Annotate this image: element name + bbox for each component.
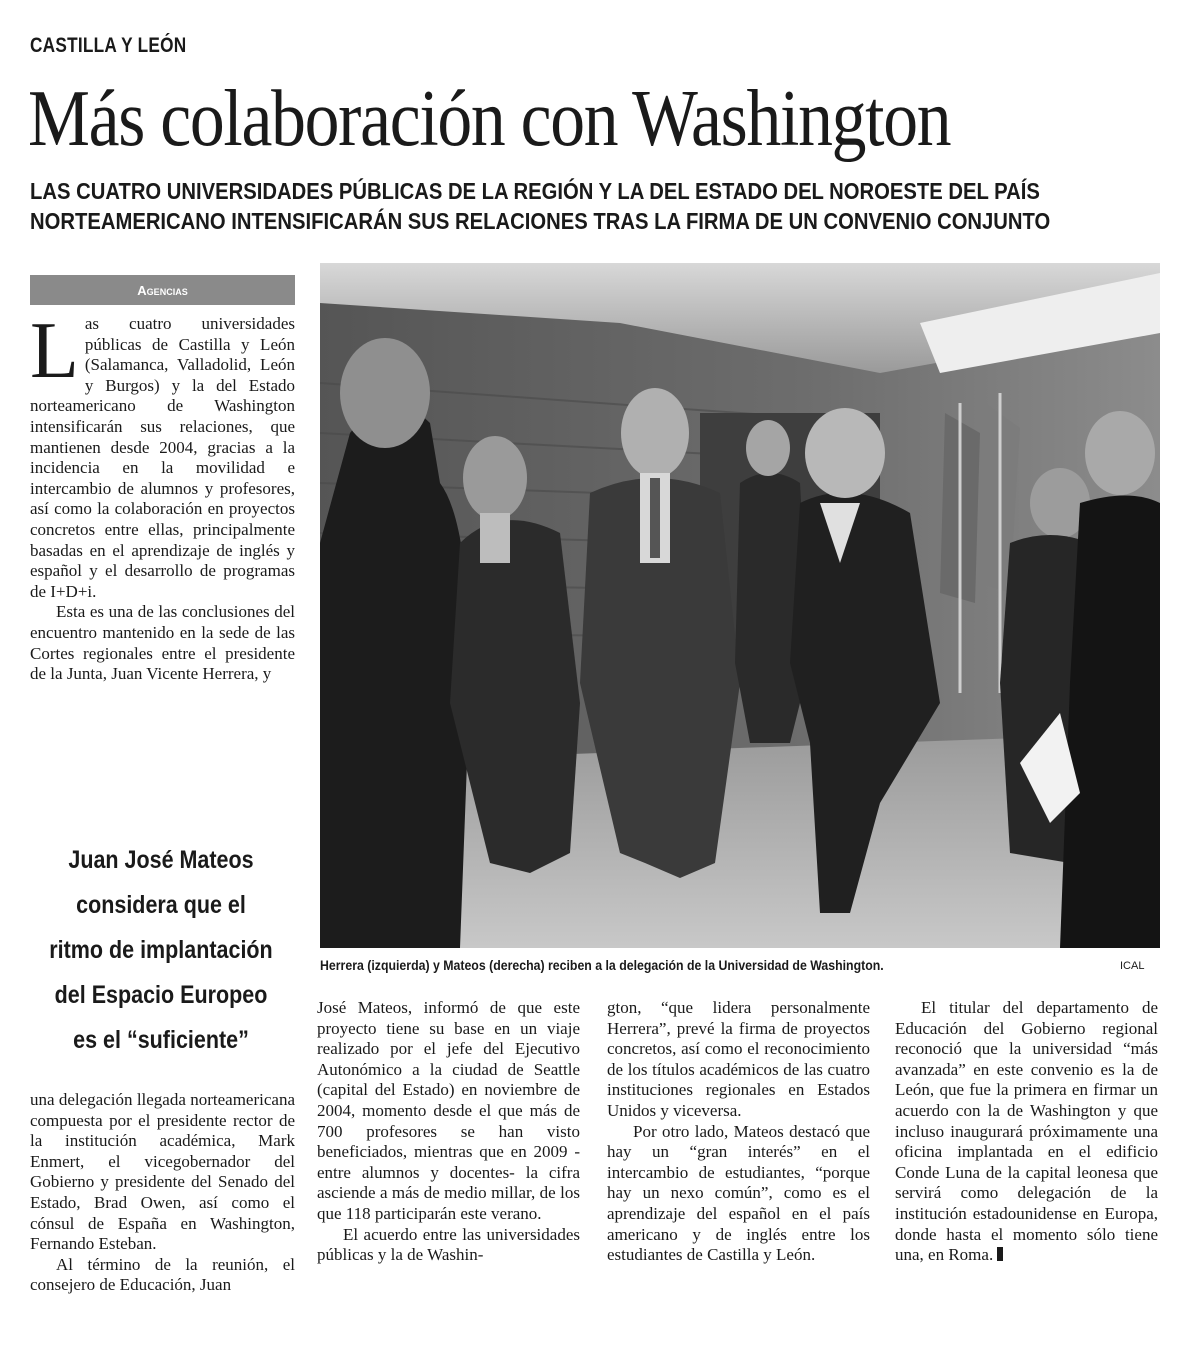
- section-label: CASTILLA Y LEÓN: [30, 34, 187, 57]
- photo-illustration: [320, 263, 1160, 948]
- article-paragraph: El titular del departamento de Educación del Gobierno regional reconoció que la universidad “más avanzada” en este convenio es la de León, que fue la primera en firmar un acuerdo con la de Washington y que incluso inaugurará próximamente una oficina implantada en el edificio Conde Luna de la capital leonesa que servirá como delegación de la institución estadounidense en Europa, donde hasta el momento sólo tiene una, en Roma.: [895, 998, 1158, 1265]
- article-column-2: [317, 998, 580, 1266]
- byline: Agencias: [137, 282, 188, 298]
- article-column-1-top: [30, 307, 295, 685]
- article-paragraph: una delegación llegada norteamericana compuesta por el presidente rector de la institución académica, Mark Enmert, el vicegobernador del Gobierno y presidente del Senado del Estado, Brad Owen, así como el cónsul de España en Washington, Fernando Esteban.: [30, 1090, 295, 1254]
- byline-bar: [30, 275, 295, 305]
- headline: Más colaboración con Washington: [28, 73, 951, 163]
- photo-credit: ICAL: [1120, 960, 1145, 972]
- article-paragraph: El acuerdo entre las universidades públicas y la de Washin-: [317, 1224, 580, 1265]
- drop-cap: L: [30, 307, 79, 395]
- news-photo: [320, 263, 1160, 948]
- subheadline: LAS CUATRO UNIVERSIDADES PÚBLICAS DE LA REGIÓN Y LA DEL ESTADO DEL NOROESTE DEL PAÍS NORTEAMERICANO INTENSIFICARÁN SUS RELACIONES TRAS LA FIRMA DE UN CONVENIO CONJUNTO: [30, 178, 1051, 234]
- photo-caption: Herrera (izquierda) y Mateos (derecha) reciben a la delegación de la Universidad de Washington.: [320, 957, 884, 973]
- article-paragraph: Por otro lado, Mateos destacó que hay un “gran interés” en el intercambio de estudiantes, “porque hay un nexo común”, como es el aprendizaje del español en el país americano y de inglés entre los estudiantes de Castilla y León.: [607, 1121, 870, 1265]
- article-paragraph: José Mateos, informó de que este proyecto tiene su base en un viaje realizado por el jefe del Ejecutivo Autonómico a la ciudad de Seattle (capital del Estado) en noviembre de 2004, momento desde el que más de 700 profesores se han visto beneficiados, mientras que en 2009 -entre alumnos y docentes- la cifra asciende a más de medio millar, de los que 118 participarán este verano.: [317, 998, 580, 1223]
- end-of-article-mark: [997, 1247, 1003, 1261]
- article-column-3: [607, 998, 870, 1266]
- pull-quote: Juan José Mateos considera que el ritmo de implantación del Espacio Europeo es el “suficiente”: [49, 846, 273, 1054]
- article-paragraph: Esta es una de las conclusiones del encuentro mantenido en la sede de las Cortes regionales entre el presidente de la Junta, Juan Vicente Herrera, y: [30, 602, 295, 684]
- article-column-4: [895, 998, 1158, 1266]
- article-column-1-bottom: [30, 1090, 295, 1296]
- article-paragraph: Las cuatro universidades públicas de Castilla y León (Salamanca, Valladolid, León y Burgos) y la del Estado norteamericano de Washington intensificarán sus relaciones, que mantienen desde 2004, gracias a la incidencia en la movilidad e intercambio de alumnos y profesores, así como la colaboración en proyectos concretos entre ellas, principalmente basadas en el aprendizaje de inglés y español y el desarrollo de programas de I+D+i.: [30, 307, 295, 601]
- article-paragraph: gton, “que lidera personalmente Herrera”, prevé la firma de proyectos concretos, así como el reconocimiento de los títulos académicos de las cuatro instituciones regionales en Estados Unidos y viceversa.: [607, 998, 870, 1120]
- article-paragraph: Al término de la reunión, el consejero de Educación, Juan: [30, 1254, 295, 1295]
